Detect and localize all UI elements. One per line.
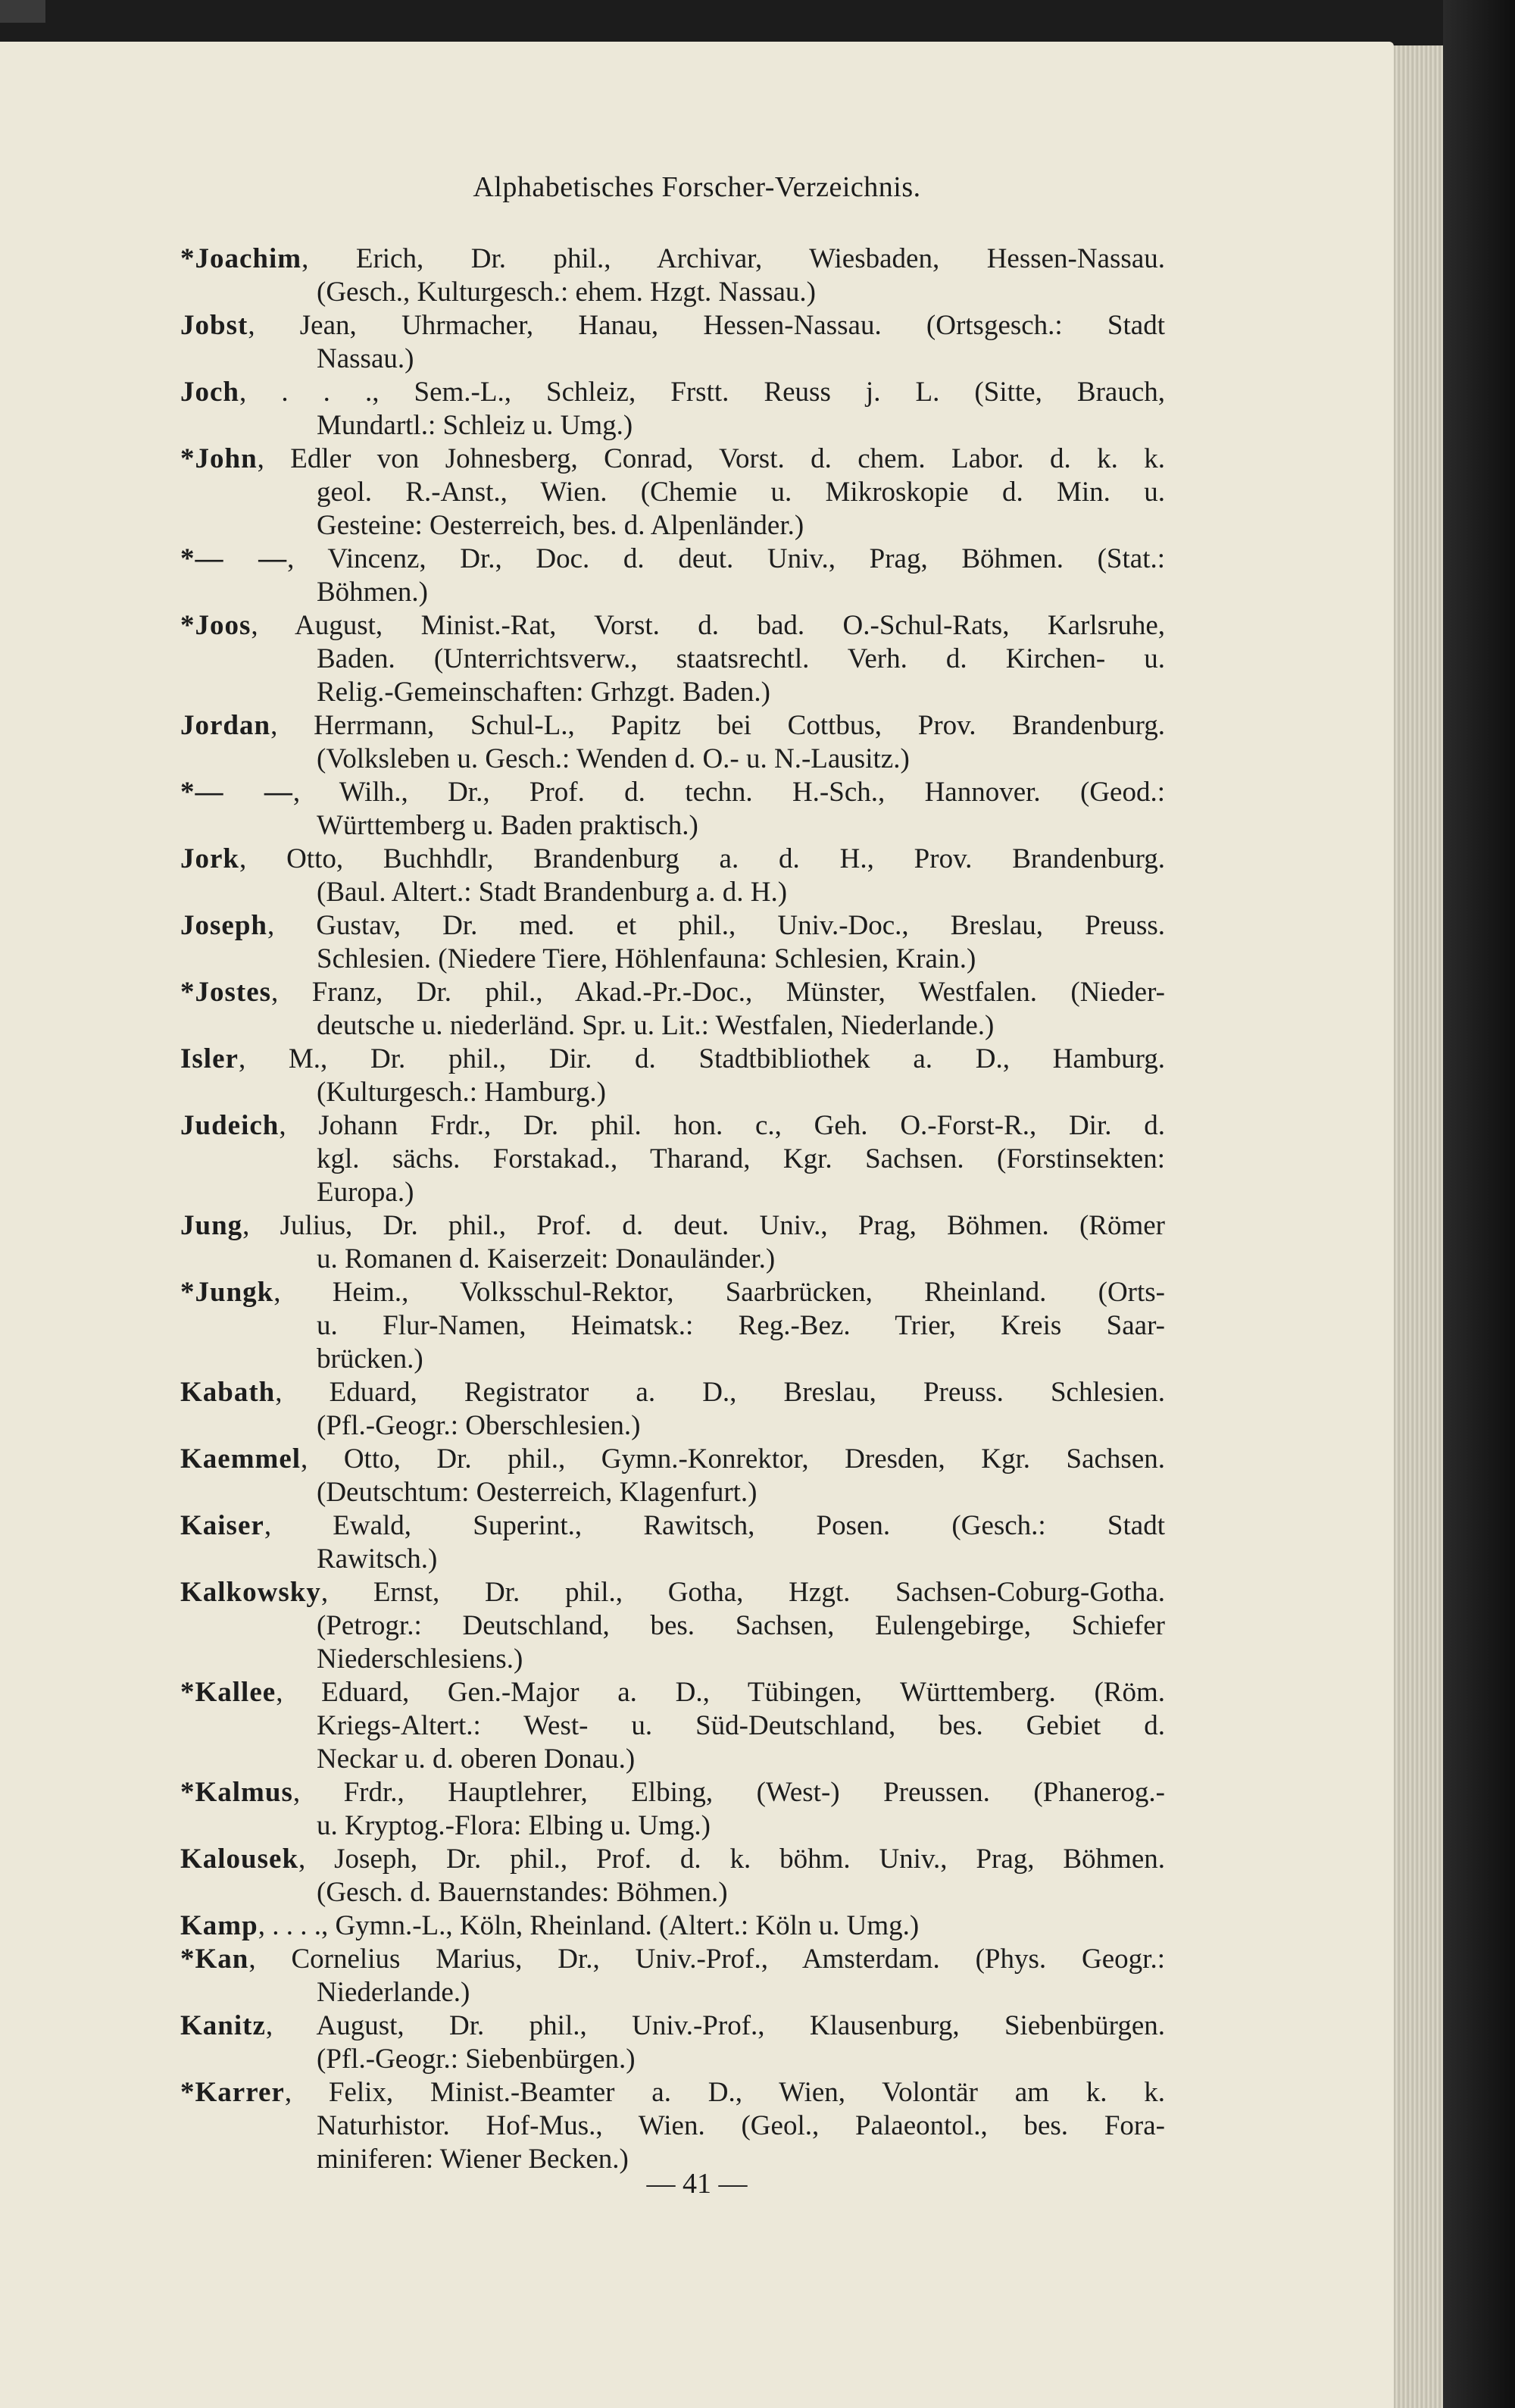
entry-continuation-line: Württemberg u. Baden praktisch.)	[317, 810, 698, 841]
entry-continuation-line: (Baul. Altert.: Stadt Brandenburg a. d. H.)	[317, 877, 788, 908]
directory-entry	[180, 1443, 1165, 1509]
researcher-name: Isler	[180, 1043, 239, 1074]
entry-first-line	[180, 609, 1165, 643]
directory-entry	[180, 609, 1165, 709]
directory-entry	[180, 376, 1165, 443]
entry-text: , August, Dr. phil., Univ.-Prof., Klausenburg, Siebenbürgen.	[265, 2010, 1165, 2041]
entry-first-line	[180, 909, 1165, 943]
directory-entry	[180, 2076, 1165, 2176]
entry-first-line	[180, 1043, 1165, 1076]
entry-first-line	[180, 543, 1165, 576]
directory-entry	[180, 843, 1165, 909]
entry-text: , Eduard, Registrator a. D., Breslau, Preuss. Schlesien.	[275, 1377, 1165, 1408]
entry-text: , Erich, Dr. phil., Archivar, Wiesbaden, Hessen-Nassau.	[301, 243, 1165, 274]
researcher-name: *Joachim	[180, 243, 302, 274]
entry-text: , Edler von Johnesberg, Conrad, Vorst. d. chem. Labor. d. k. k.	[257, 443, 1165, 474]
entry-first-line	[180, 1909, 1165, 1943]
entry-text: , Otto, Dr. phil., Gymn.-Konrektor, Dresden, Kgr. Sachsen.	[301, 1443, 1165, 1475]
entry-continuation-line: Baden. (Unterrichtsverw., staatsrechtl. Verh. d. Kirchen- u.	[317, 643, 1165, 674]
entry-first-line	[180, 709, 1165, 743]
researcher-name: *Kan	[180, 1944, 249, 1975]
entry-text: , Wilh., Dr., Prof. d. techn. H.-Sch., Hannover. (Geod.:	[292, 777, 1165, 808]
entry-continuation-line: (Petrogr.: Deutschland, bes. Sachsen, Eulengebirge, Schiefer	[317, 1610, 1165, 1641]
directory-entry	[180, 1043, 1165, 1109]
entry-continuation-line: (Gesch., Kulturgesch.: ehem. Hzgt. Nassau.)	[317, 277, 816, 308]
entry-continuation-line: Europa.)	[317, 1177, 414, 1208]
directory-entry	[180, 976, 1165, 1043]
researcher-name: Kaemmel	[180, 1443, 301, 1475]
entry-continuation-line: u. Romanen d. Kaiserzeit: Donauländer.)	[317, 1243, 776, 1274]
researcher-name: *John	[180, 443, 258, 474]
entry-first-line	[180, 843, 1165, 876]
entry-text: , Ernst, Dr. phil., Gotha, Hzgt. Sachsen-Coburg-Gotha.	[320, 1577, 1165, 1608]
entry-text: , Herrmann, Schul-L., Papitz bei Cottbus, Prov. Brandenburg.	[270, 710, 1165, 741]
researcher-name: Kalousek	[180, 1844, 299, 1875]
directory-entry	[180, 543, 1165, 609]
entry-first-line	[180, 1509, 1165, 1543]
page-header: Alphabetisches Forscher-Verzeichnis.	[473, 171, 921, 203]
entry-first-line	[180, 2076, 1165, 2109]
entry-text: , Gustav, Dr. med. et phil., Univ.-Doc., Breslau, Preuss.	[267, 910, 1165, 941]
entry-continuation-line: Schlesien. (Niedere Tiere, Höhlenfauna: Schlesien, Krain.)	[317, 943, 976, 974]
entry-first-line	[180, 376, 1165, 409]
page-number: — 41 —	[646, 2168, 748, 2200]
researcher-name: *Jostes	[180, 977, 272, 1008]
directory-entry	[180, 1376, 1165, 1443]
book-binding	[1443, 0, 1515, 2408]
entry-text: , M., Dr. phil., Dir. d. Stadtbibliothek a. D., Hamburg.	[238, 1043, 1165, 1074]
researcher-name: *Joos	[180, 610, 251, 641]
entry-continuation-line: Relig.-Gemeinschaften: Grhzgt. Baden.)	[317, 677, 770, 708]
researcher-name: Kanitz	[180, 2010, 266, 2041]
entry-first-line	[180, 242, 1165, 276]
entry-first-line	[180, 776, 1165, 809]
scan-corner	[0, 0, 45, 23]
entry-text: , Otto, Buchhdlr, Brandenburg a. d. H., Prov. Brandenburg.	[239, 843, 1165, 874]
entry-continuation-line: Kriegs-Altert.: West- u. Süd-Deutschland, bes. Gebiet d.	[317, 1710, 1165, 1741]
entry-text: , Joseph, Dr. phil., Prof. d. k. böhm. Univ., Prag, Böhmen.	[298, 1844, 1165, 1875]
directory-entry	[180, 1509, 1165, 1576]
directory-entry	[180, 909, 1165, 976]
researcher-name: *Kallee	[180, 1677, 276, 1708]
entry-text: , Jean, Uhrmacher, Hanau, Hessen-Nassau. (Ortsgesch.: Stadt	[248, 310, 1165, 341]
entry-continuation-line: brücken.)	[317, 1343, 423, 1374]
directory-entry	[180, 242, 1165, 309]
researcher-name: Kabath	[180, 1377, 276, 1408]
directory-entry	[180, 776, 1165, 843]
entry-text: , Heim., Volksschul-Rektor, Saarbrücken, Rheinland. (Orts-	[273, 1277, 1165, 1308]
entry-continuation-line: (Volksleben u. Gesch.: Wenden d. O.- u. N.-Lausitz.)	[317, 743, 910, 774]
directory-entry	[180, 1776, 1165, 1843]
researcher-name: *— —	[180, 777, 293, 808]
entry-continuation-line: Niederschlesiens.)	[317, 1643, 523, 1675]
researcher-name: *Karrer	[180, 2077, 285, 2108]
researcher-name: Joch	[180, 377, 239, 408]
researcher-name: Kalkowsky	[180, 1577, 321, 1608]
researcher-name: *— —	[180, 543, 288, 574]
entry-first-line	[180, 1443, 1165, 1476]
researcher-name: Judeich	[180, 1110, 280, 1141]
directory-entry	[180, 1943, 1165, 2009]
entry-first-line	[180, 2009, 1165, 2043]
entry-first-line	[180, 1276, 1165, 1309]
directory-entry	[180, 1909, 1165, 1943]
researcher-name: Jung	[180, 1210, 243, 1241]
researcher-name: Kaiser	[180, 1510, 264, 1541]
entry-continuation-line: Rawitsch.)	[317, 1543, 438, 1575]
entry-text: , Ewald, Superint., Rawitsch, Posen. (Gesch.: Stadt	[264, 1510, 1165, 1541]
researcher-name: Jordan	[180, 710, 271, 741]
researcher-name: Jobst	[180, 310, 248, 341]
directory-entry	[180, 309, 1165, 376]
entry-continuation-line: (Deutschtum: Oesterreich, Klagenfurt.)	[317, 1477, 758, 1508]
directory-entry	[180, 443, 1165, 543]
directory-entry	[180, 1109, 1165, 1209]
entry-continuation-line: miniferen: Wiener Becken.)	[317, 2144, 629, 2175]
directory-entry	[180, 1576, 1165, 1676]
entry-first-line	[180, 1376, 1165, 1409]
entry-continuation-line: Böhmen.)	[317, 577, 428, 608]
entry-text: , . . ., Sem.-L., Schleiz, Frstt. Reuss j. L. (Sitte, Brauch,	[239, 377, 1165, 408]
entry-continuation-line: geol. R.-Anst., Wien. (Chemie u. Mikroskopie d. Min. u.	[317, 477, 1165, 508]
researcher-name: Kamp	[180, 1910, 258, 1941]
entry-list	[180, 242, 1165, 2176]
entry-continuation-line: (Gesch. d. Bauernstandes: Böhmen.)	[317, 1877, 728, 1908]
entry-continuation-line: kgl. sächs. Forstakad., Tharand, Kgr. Sachsen. (Forstinsekten:	[317, 1143, 1165, 1174]
entry-first-line	[180, 1576, 1165, 1609]
entry-text: , Vincenz, Dr., Doc. d. deut. Univ., Prag, Böhmen. (Stat.:	[287, 543, 1166, 574]
entry-continuation-line: Neckar u. d. oberen Donau.)	[317, 1743, 636, 1775]
entry-first-line	[180, 976, 1165, 1009]
researcher-name: *Jungk	[180, 1277, 274, 1308]
entry-continuation-line: Mundartl.: Schleiz u. Umg.)	[317, 410, 633, 441]
researcher-name: Joseph	[180, 910, 267, 941]
entry-continuation-line: Naturhistor. Hof-Mus., Wien. (Geol., Palaeontol., bes. Fora-	[317, 2110, 1165, 2141]
directory-entry	[180, 1209, 1165, 1276]
entry-continuation-line: Niederlande.)	[317, 1977, 470, 2008]
entry-first-line	[180, 1676, 1165, 1709]
entry-text: , Julius, Dr. phil., Prof. d. deut. Univ., Prag, Böhmen. (Römer	[242, 1210, 1165, 1241]
entry-continuation-line: Gesteine: Oesterreich, bes. d. Alpenländer.)	[317, 510, 804, 541]
entry-first-line	[180, 1109, 1165, 1143]
directory-entry	[180, 1276, 1165, 1376]
entry-continuation-line: Nassau.)	[317, 343, 414, 374]
entry-continuation-line: (Pfl.-Geogr.: Siebenbürgen.)	[317, 2044, 636, 2075]
entry-text: , Eduard, Gen.-Major a. D., Tübingen, Württemberg. (Röm.	[276, 1677, 1165, 1708]
entry-continuation-line: (Pfl.-Geogr.: Oberschlesien.)	[317, 1410, 641, 1441]
entry-first-line	[180, 443, 1165, 476]
directory-entry	[180, 1676, 1165, 1776]
entry-text: , Cornelius Marius, Dr., Univ.-Prof., Amsterdam. (Phys. Geogr.:	[248, 1944, 1165, 1975]
entry-first-line	[180, 1943, 1165, 1976]
entry-continuation-line: (Kulturgesch.: Hamburg.)	[317, 1077, 606, 1108]
entry-text: , August, Minist.-Rat, Vorst. d. bad. O.-Schul-Rats, Karlsruhe,	[251, 610, 1165, 641]
entry-text: , Felix, Minist.-Beamter a. D., Wien, Volontär am k. k.	[284, 2077, 1165, 2108]
entry-text: , Franz, Dr. phil., Akad.-Pr.-Doc., Münster, Westfalen. (Nieder-	[271, 977, 1165, 1008]
entry-first-line	[180, 1776, 1165, 1809]
entry-text: , Frdr., Hauptlehrer, Elbing, (West-) Preussen. (Phanerog.-	[292, 1777, 1165, 1808]
entry-text: , . . . ., Gymn.-L., Köln, Rheinland. (Altert.: Köln u. Umg.)	[258, 1910, 920, 1941]
entry-continuation-line: deutsche u. niederländ. Spr. u. Lit.: Westfalen, Niederlande.)	[317, 1010, 995, 1041]
entry-first-line	[180, 1209, 1165, 1243]
directory-entry	[180, 2009, 1165, 2076]
entry-text: , Johann Frdr., Dr. phil. hon. c., Geh. O.-Forst-R., Dir. d.	[279, 1110, 1165, 1141]
entry-first-line	[180, 309, 1165, 342]
researcher-name: *Kalmus	[180, 1777, 293, 1808]
researcher-name: Jork	[180, 843, 239, 874]
directory-entry	[180, 709, 1165, 776]
entry-continuation-line: u. Flur-Namen, Heimatsk.: Reg.-Bez. Trier, Kreis Saar-	[317, 1310, 1165, 1341]
entry-continuation-line: u. Kryptog.-Flora: Elbing u. Umg.)	[317, 1810, 711, 1841]
entry-first-line	[180, 1843, 1165, 1876]
directory-entry	[180, 1843, 1165, 1909]
